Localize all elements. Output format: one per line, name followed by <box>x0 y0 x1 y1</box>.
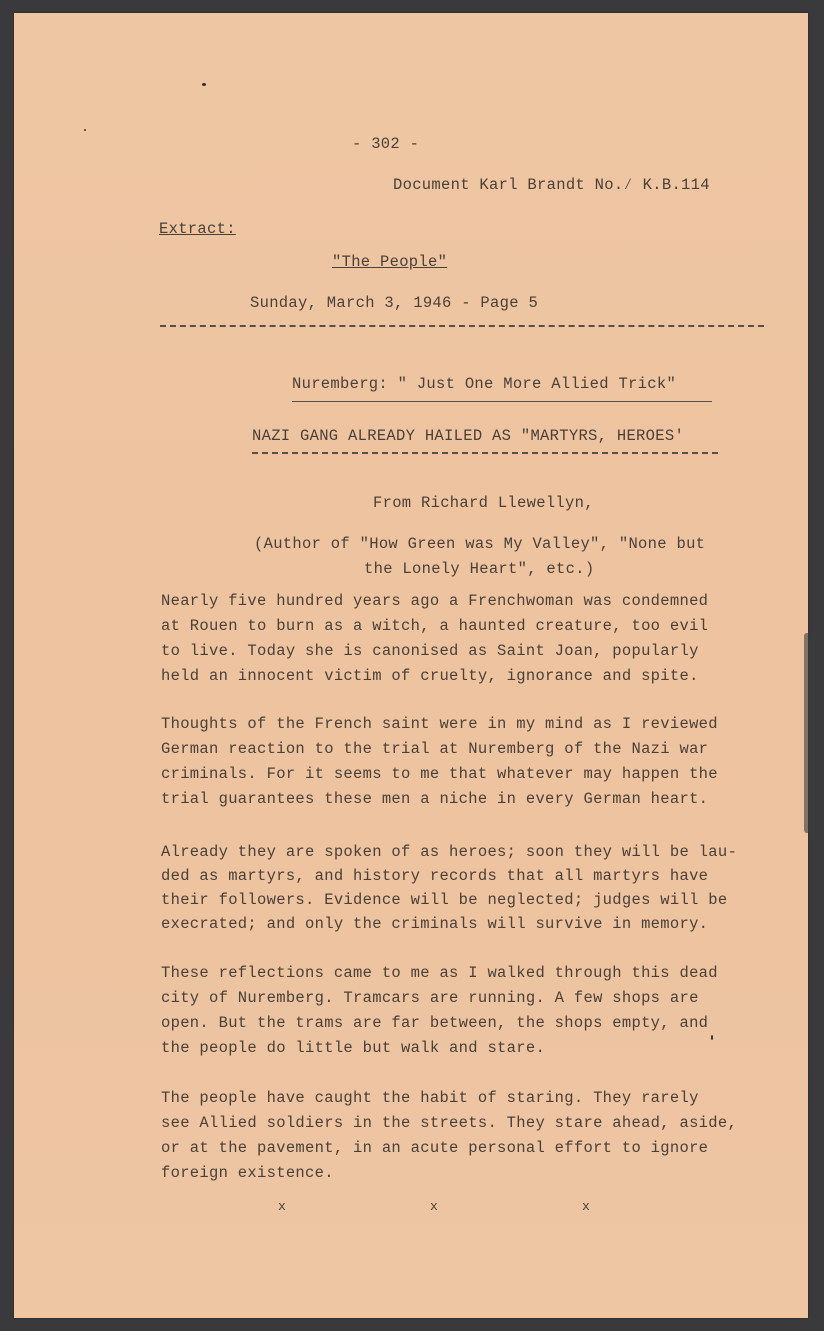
headline-underline <box>292 401 712 402</box>
paragraph-line: Already they are spoken of as heroes; soon they will be lau- <box>161 843 738 861</box>
paragraph-line: city of Nuremberg. Tramcars are running. A few shops are <box>161 989 699 1007</box>
separator-mark: x <box>582 1199 591 1214</box>
paragraph-line: Thoughts of the French saint were in my mind as I reviewed <box>161 715 718 733</box>
paragraph-line: Nearly five hundred years ago a Frenchwoman was condemned <box>161 592 709 610</box>
paragraph-line: trial guarantees these men a niche in every German heart. <box>161 790 709 808</box>
paragraph-line: execrated; and only the criminals will survive in memory. <box>161 915 709 933</box>
headline-underline-dashed <box>252 452 718 454</box>
paragraph-line: their followers. Evidence will be neglected; judges will be <box>161 891 728 909</box>
author-note-line: the Lonely Heart", etc.) <box>364 560 595 578</box>
paragraph-line: ded as martyrs, and history records that all martyrs have <box>161 867 709 885</box>
separator-mark: x <box>430 1199 439 1214</box>
ink-speck <box>202 83 206 86</box>
paragraph-line: These reflections came to me as I walked through this dead <box>161 964 718 982</box>
page-number: - 302 - <box>352 135 420 153</box>
newspaper-title: "The People" <box>332 253 448 271</box>
ink-speck <box>84 129 86 131</box>
separator-mark: x <box>278 1199 287 1214</box>
author-note-line: (Author of "How Green was My Valley", "None but <box>254 535 706 553</box>
document-reference: Document Karl Brandt No.⁄ K.B.114 <box>393 176 710 194</box>
paragraph-line: or at the pavement, in an acute personal effort to ignore <box>161 1139 709 1157</box>
ink-speck <box>711 1035 713 1040</box>
byline: From Richard Llewellyn, <box>373 494 594 512</box>
paragraph-line: foreign existence. <box>161 1164 334 1182</box>
paragraph-line: open. But the trams are far between, the shops empty, and <box>161 1014 709 1032</box>
paragraph-line: German reaction to the trial at Nuremberg of the Nazi war <box>161 740 709 758</box>
headline-nuremberg: Nuremberg: " Just One More Allied Trick" <box>292 375 677 393</box>
paragraph-line: see Allied soldiers in the streets. They stare ahead, aside, <box>161 1114 738 1132</box>
paragraph-line: held an innocent victim of cruelty, ignorance and spite. <box>161 667 699 685</box>
paragraph-line: criminals. For it seems to me that whatever may happen the <box>161 765 718 783</box>
headline-nazi-gang: NAZI GANG ALREADY HAILED AS "MARTYRS, HEROES' <box>252 427 685 445</box>
document-page <box>14 13 808 1318</box>
divider-dashed <box>160 325 764 327</box>
extract-label: Extract: <box>159 220 236 238</box>
paragraph-line: at Rouen to burn as a witch, a haunted creature, too evil <box>161 617 709 635</box>
paragraph-line: to live. Today she is canonised as Saint Joan, popularly <box>161 642 699 660</box>
paragraph-line: the people do little but walk and stare. <box>161 1039 546 1057</box>
paragraph-line: The people have caught the habit of staring. They rarely <box>161 1089 699 1107</box>
date-line: Sunday, March 3, 1946 - Page 5 <box>250 294 539 312</box>
